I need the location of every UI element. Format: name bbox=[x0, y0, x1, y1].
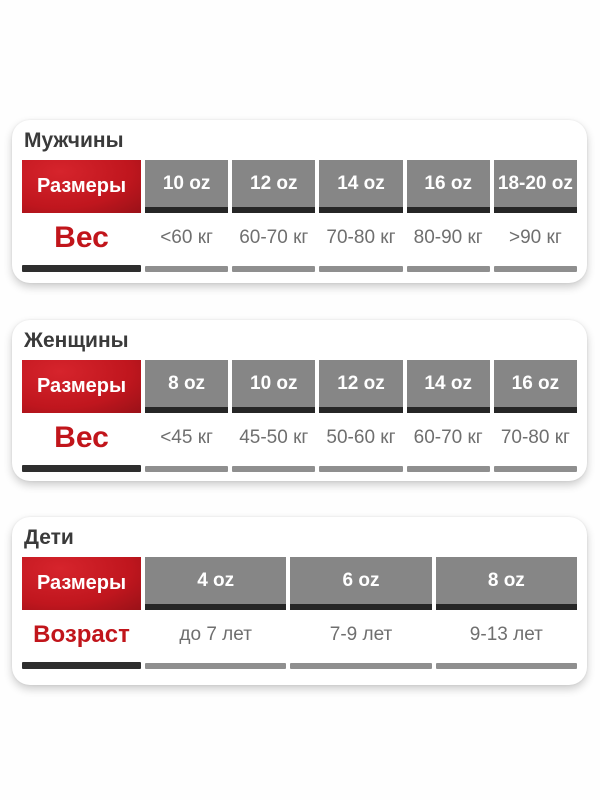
women-size-cell: 10 oz bbox=[232, 360, 315, 413]
underline-bar bbox=[319, 466, 402, 472]
women-sizes-header-cell: Размеры bbox=[22, 360, 141, 413]
women-weight-cell: <45 кг bbox=[160, 427, 213, 448]
women-weight-row bbox=[22, 413, 577, 463]
men-underline-row bbox=[22, 265, 577, 272]
children-card-title: Дети bbox=[24, 526, 74, 549]
underline-bar bbox=[145, 466, 228, 472]
children-age-row-label: Возраст bbox=[33, 621, 130, 648]
women-weight-cell: 70-80 кг bbox=[500, 427, 570, 448]
men-size-cell: 12 oz bbox=[232, 160, 315, 213]
women-size-cell: 16 oz bbox=[494, 360, 577, 413]
children-size-card bbox=[12, 517, 587, 685]
underline-bar bbox=[145, 663, 286, 669]
underline-bar bbox=[494, 466, 577, 472]
children-age-cell: 7-9 лет bbox=[329, 624, 393, 645]
children-size-cell: 4 oz bbox=[145, 557, 286, 610]
men-card-title: Мужчины bbox=[24, 129, 124, 152]
women-weight-cell: 45-50 кг bbox=[239, 427, 309, 448]
underline-bar bbox=[232, 266, 315, 272]
underline-bar bbox=[407, 466, 490, 472]
women-card-title: Женщины bbox=[24, 329, 129, 352]
underline-bar bbox=[319, 266, 402, 272]
underline-bar bbox=[407, 266, 490, 272]
underline-bar bbox=[290, 663, 431, 669]
children-size-cell: 6 oz bbox=[290, 557, 431, 610]
men-size-card bbox=[12, 120, 587, 283]
men-size-cell: 14 oz bbox=[319, 160, 402, 213]
children-sizes-header-cell: Размеры bbox=[22, 557, 141, 610]
underline-bar bbox=[494, 266, 577, 272]
women-underline-row bbox=[22, 465, 577, 472]
men-sizes-header-cell: Размеры bbox=[22, 160, 141, 213]
children-size-cell: 8 oz bbox=[436, 557, 577, 610]
men-weight-cell: 70-80 кг bbox=[326, 227, 396, 248]
women-size-cell: 14 oz bbox=[407, 360, 490, 413]
underline-bar bbox=[436, 663, 577, 669]
underline-bar bbox=[232, 466, 315, 472]
children-sizes-row bbox=[22, 557, 577, 610]
men-size-cell: 16 oz bbox=[407, 160, 490, 213]
underline-bar bbox=[145, 266, 228, 272]
men-size-cell: 10 oz bbox=[145, 160, 228, 213]
men-weight-row bbox=[22, 213, 577, 263]
men-weight-cell: 80-90 кг bbox=[413, 227, 483, 248]
women-weight-cell: 50-60 кг bbox=[326, 427, 396, 448]
children-age-cell: до 7 лет bbox=[179, 624, 252, 645]
men-weight-cell: >90 кг bbox=[509, 227, 562, 248]
women-weight-row-label: Вес bbox=[54, 421, 109, 454]
men-sizes-row bbox=[22, 160, 577, 213]
children-age-cell: 9-13 лет bbox=[469, 624, 543, 645]
women-size-cell: 8 oz bbox=[145, 360, 228, 413]
children-underline-row bbox=[22, 662, 577, 669]
men-weight-row-label: Вес bbox=[54, 221, 109, 254]
women-size-card bbox=[12, 320, 587, 481]
women-sizes-row bbox=[22, 360, 577, 413]
underline-bar-dark bbox=[22, 265, 141, 272]
men-size-cell: 18-20 oz bbox=[494, 160, 577, 213]
underline-bar-dark bbox=[22, 662, 141, 669]
women-weight-cell: 60-70 кг bbox=[413, 427, 483, 448]
men-weight-cell: 60-70 кг bbox=[239, 227, 309, 248]
children-age-row bbox=[22, 610, 577, 660]
men-weight-cell: <60 кг bbox=[160, 227, 213, 248]
women-size-cell: 12 oz bbox=[319, 360, 402, 413]
underline-bar-dark bbox=[22, 465, 141, 472]
